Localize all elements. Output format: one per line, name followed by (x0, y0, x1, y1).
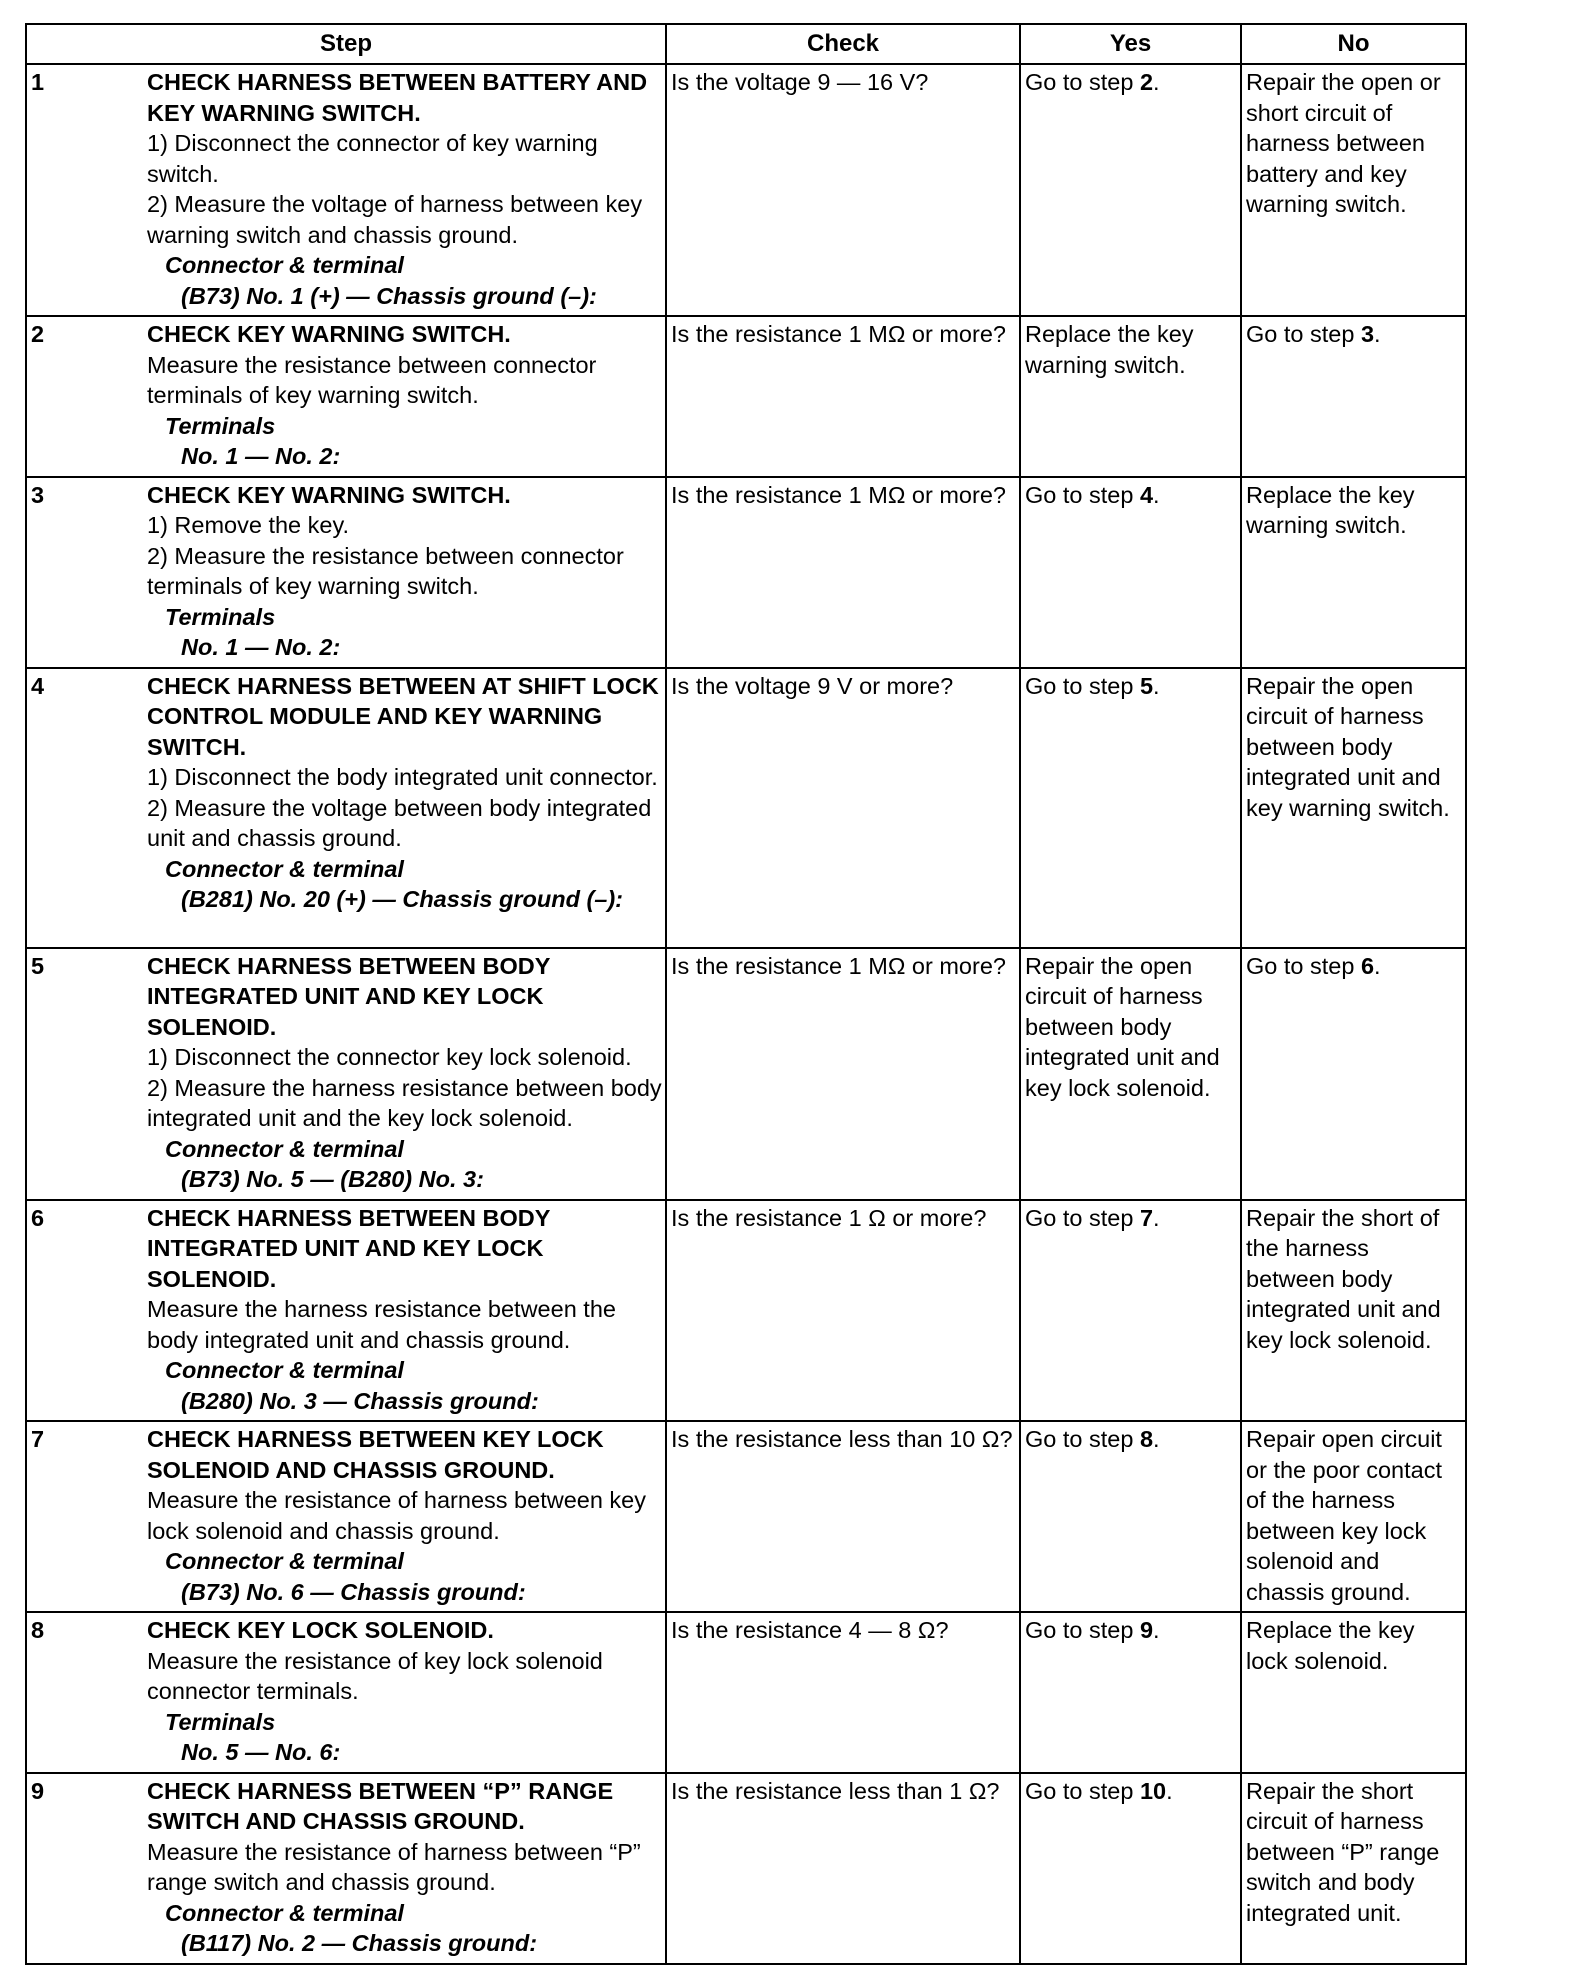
yes-end: . (1153, 481, 1160, 508)
check-cell: Is the resistance 1 Ω or more? (666, 1200, 1020, 1422)
yes-cell (1020, 316, 1241, 477)
step-value: No. 1 — No. 2: (181, 634, 341, 660)
table-row (26, 316, 1466, 477)
no-cell (1241, 1200, 1466, 1422)
step-cell (141, 316, 666, 477)
no-text: Go to step (1246, 952, 1361, 979)
diagnostic-table (25, 23, 1467, 1965)
step-title: CHECK KEY WARNING SWITCH. (147, 481, 511, 508)
step-label: Terminals (165, 603, 276, 630)
step-instruction: 2) Measure the voltage of harness between key warning switch and chassis ground. (147, 191, 643, 248)
step-value: (B281) No. 20 (+) — Chassis ground (–): (181, 886, 624, 912)
no-text: Replace the key warning switch. (1246, 481, 1415, 538)
header-no: No (1241, 24, 1466, 64)
step-instruction: 1) Disconnect the connector key lock solenoid. (147, 1044, 632, 1070)
step-instruction: Measure the resistance of harness between key lock solenoid and chassis ground. (147, 1487, 646, 1544)
no-text: Repair the short circuit of harness between “P” range switch and body integrated unit. (1246, 1777, 1440, 1926)
no-text: Repair the open or short circuit of harness between battery and key warning switch. (1246, 69, 1441, 217)
yes-cell (1020, 64, 1241, 316)
step-number: 6 (26, 1200, 141, 1422)
step-title: CHECK HARNESS BETWEEN BODY INTEGRATED UNIT AND KEY LOCK SOLENOID. (147, 1204, 551, 1292)
yes-end: . (1153, 1204, 1160, 1231)
step-instruction: 1) Disconnect the connector of key warning switch. (147, 130, 598, 187)
yes-text: Go to step (1025, 1777, 1140, 1804)
step-instruction: Measure the resistance between connector terminals of key warning switch. (147, 351, 597, 408)
table-row (26, 1612, 1466, 1773)
no-step: 6 (1360, 952, 1375, 979)
no-cell (1241, 64, 1466, 316)
table-row (26, 64, 1466, 316)
step-cell (141, 1773, 666, 1964)
step-number: 5 (26, 948, 141, 1200)
yes-end: . (1153, 69, 1160, 95)
yes-text: Go to step (1025, 1617, 1140, 1643)
yes-cell (1020, 1421, 1241, 1612)
check-cell: Is the voltage 9 — 16 V? (666, 64, 1020, 316)
step-label: Terminals (165, 1708, 276, 1735)
step-instruction: 2) Measure the voltage between body integrated unit and chassis ground. (147, 794, 652, 851)
check-cell: Is the resistance less than 10 Ω? (666, 1421, 1020, 1612)
no-cell (1241, 1421, 1466, 1612)
table-row (26, 668, 1466, 948)
yes-end: . (1153, 1617, 1160, 1643)
step-value: (B73) No. 6 — Chassis ground: (181, 1578, 526, 1605)
step-instruction: Measure the harness resistance between the body integrated unit and chassis ground. (147, 1296, 616, 1353)
step-title: CHECK HARNESS BETWEEN BODY INTEGRATED UNIT AND KEY LOCK SOLENOID. (147, 952, 551, 1040)
step-value: No. 5 — No. 6: (181, 1739, 341, 1765)
step-number: 8 (26, 1612, 141, 1773)
step-title: CHECK HARNESS BETWEEN “P” RANGE SWITCH AND CHASSIS GROUND. (147, 1777, 614, 1834)
yes-text: Go to step (1025, 1204, 1140, 1231)
step-instruction: 1) Disconnect the body integrated unit connector. (147, 764, 658, 790)
no-text: Replace the key lock solenoid. (1246, 1617, 1415, 1674)
step-cell (141, 64, 666, 316)
yes-text: Replace the key warning switch. (1025, 321, 1194, 378)
yes-cell (1020, 668, 1241, 948)
yes-cell (1020, 1612, 1241, 1773)
yes-step: 5 (1139, 672, 1154, 699)
yes-end: . (1166, 1777, 1173, 1804)
step-instruction: Measure the resistance of harness between “P” range switch and chassis ground. (147, 1838, 641, 1895)
step-number: 9 (26, 1773, 141, 1964)
no-cell (1241, 477, 1466, 668)
step-instruction: 1) Remove the key. (147, 512, 350, 538)
no-cell (1241, 1612, 1466, 1773)
step-value: No. 1 — No. 2: (181, 443, 341, 469)
yes-step: 8 (1139, 1426, 1154, 1452)
step-title: CHECK KEY WARNING SWITCH. (147, 321, 511, 347)
step-cell (141, 948, 666, 1200)
check-cell: Is the resistance less than 1 Ω? (666, 1773, 1020, 1964)
no-cell (1241, 316, 1466, 477)
yes-cell (1020, 948, 1241, 1200)
yes-text: Go to step (1025, 1426, 1140, 1452)
yes-end: . (1153, 1426, 1160, 1452)
step-cell (141, 1421, 666, 1612)
step-value: (B280) No. 3 — Chassis ground: (181, 1387, 539, 1414)
header-yes: Yes (1020, 24, 1241, 64)
step-title: CHECK HARNESS BETWEEN BATTERY AND KEY WARNING SWITCH. (147, 69, 648, 126)
yes-step: 4 (1139, 481, 1154, 508)
yes-step: 10 (1139, 1777, 1167, 1804)
step-cell (141, 668, 666, 948)
step-instruction: 2) Measure the resistance between connector terminals of key warning switch. (147, 542, 624, 599)
step-number: 2 (26, 316, 141, 477)
yes-text: Repair the open circuit of harness between body integrated unit and key lock solenoid. (1025, 952, 1220, 1101)
no-end: . (1374, 952, 1381, 979)
yes-text: Go to step (1025, 481, 1140, 508)
check-cell: Is the resistance 1 MΩ or more? (666, 477, 1020, 668)
step-label: Connector & terminal (165, 1548, 404, 1574)
step-label: Connector & terminal (165, 855, 404, 882)
yes-step: 9 (1139, 1617, 1154, 1643)
step-instruction: 2) Measure the harness resistance between body integrated unit and the key lock solenoid. (147, 1074, 662, 1131)
step-label: Connector & terminal (165, 1899, 404, 1926)
step-number: 3 (26, 477, 141, 668)
table-row (26, 477, 1466, 668)
step-label: Connector & terminal (165, 1135, 404, 1162)
step-label: Connector & terminal (165, 252, 404, 278)
yes-cell (1020, 1200, 1241, 1422)
yes-text: Go to step (1025, 672, 1140, 699)
step-number: 7 (26, 1421, 141, 1612)
no-cell (1241, 948, 1466, 1200)
step-label: Terminals (165, 412, 276, 439)
no-text: Repair the open circuit of harness between body integrated unit and key warning switch. (1246, 672, 1450, 821)
step-label: Connector & terminal (165, 1357, 404, 1383)
no-end: . (1374, 321, 1381, 347)
header-step: Step (26, 24, 666, 64)
step-value: (B73) No. 5 — (B280) No. 3: (181, 1166, 484, 1192)
table-row (26, 1200, 1466, 1422)
check-cell: Is the voltage 9 V or more? (666, 668, 1020, 948)
step-title: CHECK HARNESS BETWEEN AT SHIFT LOCK CONTROL MODULE AND KEY WARNING SWITCH. (147, 672, 659, 760)
table-row (26, 1773, 1466, 1964)
step-value: (B117) No. 2 — Chassis ground: (181, 1930, 538, 1956)
header-row (26, 24, 1466, 64)
yes-cell (1020, 1773, 1241, 1964)
yes-cell (1020, 477, 1241, 668)
step-cell (141, 1612, 666, 1773)
step-value: (B73) No. 1 (+) — Chassis ground (–): (181, 282, 597, 309)
step-number: 4 (26, 668, 141, 948)
table-row (26, 1421, 1466, 1612)
yes-step: 2 (1139, 69, 1154, 95)
step-cell (141, 1200, 666, 1422)
check-cell: Is the resistance 4 — 8 Ω? (666, 1612, 1020, 1773)
no-text: Go to step (1246, 321, 1361, 347)
no-text: Repair the short of the harness between body integrated unit and key lock solenoid. (1246, 1204, 1441, 1353)
yes-step: 7 (1139, 1204, 1154, 1231)
no-cell (1241, 1773, 1466, 1964)
step-title: CHECK HARNESS BETWEEN KEY LOCK SOLENOID AND CHASSIS GROUND. (147, 1426, 604, 1483)
no-cell (1241, 668, 1466, 948)
no-step: 3 (1360, 321, 1375, 347)
step-instruction: Measure the resistance of key lock solenoid connector terminals. (147, 1647, 603, 1704)
yes-text: Go to step (1025, 69, 1140, 95)
yes-end: . (1153, 672, 1160, 699)
no-text: Repair open circuit or the poor contact of the harness between key lock solenoid and chassis ground. (1246, 1426, 1442, 1605)
header-check: Check (666, 24, 1020, 64)
check-cell: Is the resistance 1 MΩ or more? (666, 316, 1020, 477)
step-cell (141, 477, 666, 668)
check-cell: Is the resistance 1 MΩ or more? (666, 948, 1020, 1200)
table-row (26, 948, 1466, 1200)
step-title: CHECK KEY LOCK SOLENOID. (147, 1617, 494, 1643)
step-number: 1 (26, 64, 141, 316)
